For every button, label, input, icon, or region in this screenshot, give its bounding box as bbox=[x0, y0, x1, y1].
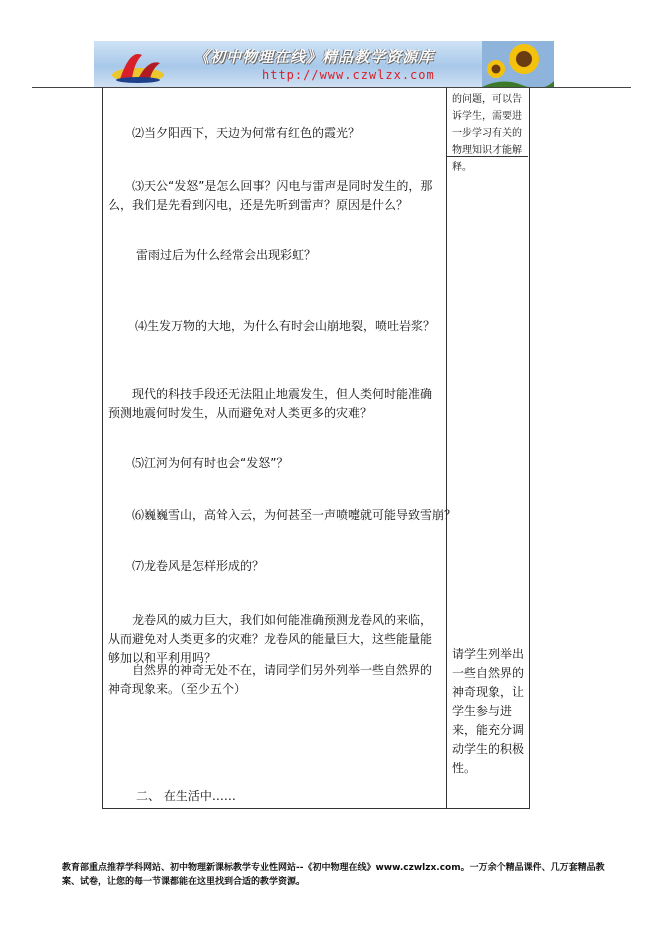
question-rainbow: 雷雨过后为什么经常会出现彩虹？ bbox=[136, 248, 317, 262]
table-column-divider bbox=[446, 87, 447, 808]
question-6: ⑹巍巍雪山，高耸入云，为何甚至一声喷嚏就可能导致雪崩？ bbox=[132, 508, 457, 522]
question-4: ⑷生发万物的大地，为什么有时会山崩地裂，喷吐岩浆？ bbox=[135, 319, 436, 333]
banner-title: 《初中物理在线》精品教学资源库 bbox=[194, 48, 435, 66]
site-logo-icon bbox=[108, 45, 168, 85]
header-banner bbox=[94, 41, 554, 87]
question-2: ⑵当夕阳西下，天边为何常有红色的霞光？ bbox=[132, 126, 361, 140]
task-list-phenomena: 自然界的神奇无处不在，请同学们另外列举一些自然界的神奇现象来。（至少五个） bbox=[108, 663, 433, 696]
section-heading-life: 二、 在生活中…… bbox=[136, 789, 236, 803]
teacher-note-top: 的问题，可以告诉学生，需要进一步学习有关的物理知识才能解释。 bbox=[452, 94, 522, 173]
question-tornado: 龙卷风的威力巨大，我们如何能准确预测龙卷风的来临，从而避免对人类更多的灾难？龙卷风的能量巨大，这些能量能够加以和平利用吗？ bbox=[108, 613, 433, 665]
teacher-note-bottom: 请学生列举出一些自然界的神奇现象，让学生参与进来，能充分调动学生的积极性。 bbox=[452, 647, 525, 775]
question-3: ⑶天公“发怒”是怎么回事？闪电与雷声是同时发生的，那么，我们是先看到闪电，还是先听到雷声？原因是什么？ bbox=[108, 179, 433, 212]
banner-url[interactable]: http://www.czwlzx.com bbox=[262, 68, 435, 82]
page-footer: 教育部重点推荐学科网站、初中物理新课标教学专业性网站--《初中物理在线》www.czwlzx.com。一万余个精品课件、几万套精品教案、试卷，让您的每一节课都能在这里找到合适的教学资源。 bbox=[62, 863, 605, 887]
sunflower-icon bbox=[482, 41, 554, 87]
question-5: ⑸江河为何有时也会“发怒”？ bbox=[132, 456, 289, 470]
question-7: ⑺龙卷风是怎样形成的？ bbox=[132, 559, 265, 573]
question-earthquake: 现代的科技手段还无法阻止地震发生，但人类何时能准确预测地震何时发生，从而避免对人类更多的灾难？ bbox=[108, 387, 433, 420]
